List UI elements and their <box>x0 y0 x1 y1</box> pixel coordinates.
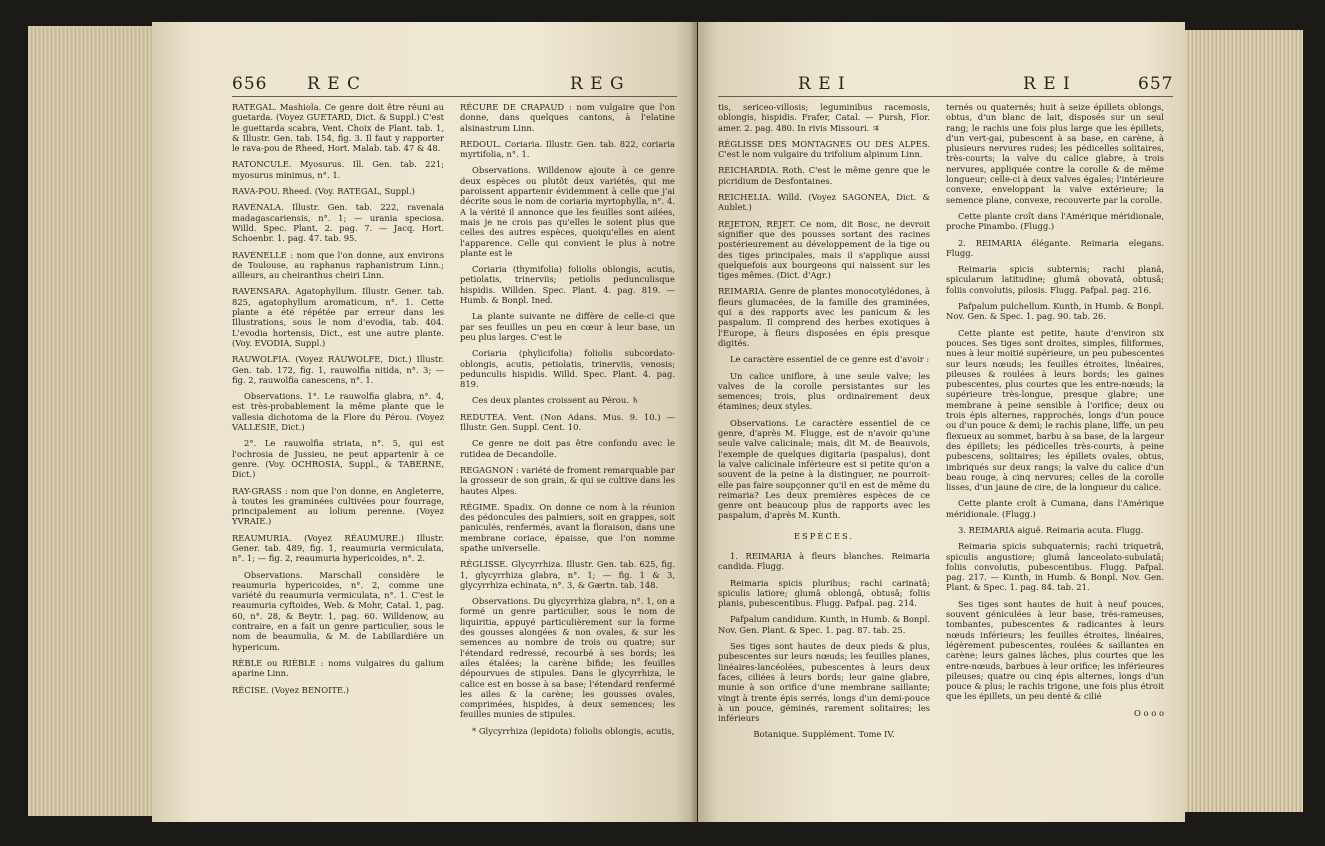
entry: 2°. Le rauwolfia striata, n°. 5, qui est l'ochrosia de Jussieu, ne peut appartenir à ce genre. (Voy. OCHROSIA, Suppl., & TABERNE, Dict.) <box>232 438 444 480</box>
entry: Cette plante croît à Cumana, dans l'Amérique méridionale. (Flugg.) <box>946 498 1164 519</box>
entry: REICHARDIA. Roth. C'est le même genre que le picridium de Desfontaines. <box>718 165 930 186</box>
section-heading: ESPÈCES. <box>793 530 855 541</box>
right-page-number: 657 <box>1138 74 1174 94</box>
entry: Coriaria (phylicifolia) foliolis subcordato-oblongis, acutis, petiolatis, trinerviis, venosis; pedunculis hispidis. Willd. Spec. Plant. 4. pag. 819. <box>460 348 675 390</box>
left-page <box>152 22 697 822</box>
left-running-head-right: R E G <box>570 74 625 94</box>
signature-mark: O o o o <box>1134 707 1164 718</box>
left-page-column-2 <box>460 102 675 742</box>
entry: RAVA-POU. Rheed. (Voy. RATEGAL, Suppl.) <box>232 186 415 197</box>
entry: Le caractère essentiel de ce genre est d'avoir : <box>730 354 930 365</box>
entry: Pafpalum pulchellum. Kunth, in Humb. & Bonpl. Nov. Gen. & Spec. 1. pag. 90. tab. 26. <box>946 301 1164 322</box>
entry: Observations. Willdenow ajoute à ce genre deux espèces ou plutôt deux variétés, qui me paroissent appartenir évidemment à celle que j'ai décrite sous le nom de coriaria myrtophylla, n°. 4. A la vérité il annonce que les feuilles sont ailées, mais je ne crois pas qu'elles le soient plus que celles des autres espèces, quoiqu'elles en aient l'apparence. Celle qui convient le plus à notre plante est le <box>460 165 675 258</box>
right-page-edges <box>1185 30 1303 812</box>
entry: RATEGAL. Mashiola. Ce genre doit être réuni au guetarda. (Voyez GUETARD, Dict. & Suppl.) C'est le guettarda scabra, Vent. Choix de Plant. tab. 1, & Illustr. Gen. tab. 154, fig. 3. Il faut y rapporter le rava-pou de Rheed, Hort. Malab. tab. 47 & 48. <box>232 102 444 154</box>
entry: RÉCURE DE CRAPAUD : nom vulgaire que l'on donne, dans quelques cantons, à l'elatine alsinastrum Linn. <box>460 102 675 133</box>
entry: La plante suivante ne diffère de celle-ci que par ses feuilles un peu en cœur à leur base, un peu plus larges. C'est le <box>460 311 675 342</box>
entry: 3. REIMARIA aiguë. Reimaria acuta. Flugg. <box>958 524 1144 535</box>
entry: Observations. Du glycyrrhiza glabra, n°. 1, on a formé un genre particulier, sous le nom de liquiritia, appuyé particulièrement sur la forme des gousses alongées & non ovales, & sur les semences au nombre de trois ou quatre; sur l'étendard redressé, recourbé à ses bords; les ailes étalées; la carène bifide; les feuilles dépourvues de stipules. Dans le glycyrrhiza, le calice est en bosse à sa base; l'étendard renfermé les ailes & la carène; les gousses ovales, comprimées, hispides, à deux semences; les feuilles munies de stipules. <box>460 596 675 720</box>
entry: 2. REIMARIA élégante. Reimaria elegans. Flugg. <box>946 237 1164 258</box>
entry: 1. REIMARIA à fleurs blanches. Reimaria candida. Flugg. <box>718 550 930 572</box>
entry: RATONCULE. Myosurus. Ill. Gen. tab. 221; myosurus minimus, n°. 1. <box>232 159 444 180</box>
entry: RAUWOLFIA. (Voyez RAUWOLFE, Dict.) Illustr. Gen. tab. 172, fig. 1, rauwolfia nitida, n°. 3; — fig. 2, rauwolfia canescens, n°. 1. <box>232 354 444 385</box>
entry: Reimaria spicis subternis; rachi planâ, spicularum latitudine; glumâ obovatâ, obtusâ; foliis convolutis, pilosis. Flugg. Pafpal. pag. 216. <box>946 264 1164 295</box>
entry: REICHELIA. Willd. (Voyez SAGONEA, Dict. & Aublet.) <box>718 192 930 213</box>
entry: RÉCISE. (Voyez BENOITE.) <box>232 684 350 695</box>
entry: Reimaria spicis subquaternis; rachi triquetrâ, spiculis angustiore; glumâ lanceolato-subulatâ; foliis convolutis, pubescentibus. Flugg. Pafpal. pag. 217. — Kunth, in Humb. & Bonpl. Nov. Gen. Plant. & Spec. 1. pag. 84. tab. 21. <box>946 541 1164 593</box>
entry: RÉGLISSE. Glycyrrhiza. Illustr. Gen. tab. 625, fig. 1, glycyrrhiza glabra, n°. 1; — fig. 1 & 3, glycyrrhiza echinata, n°. 3, & Gærtn. tab. 148. <box>460 559 675 590</box>
right-page-column-2 <box>946 102 1164 724</box>
entry: Cette plante croît dans l'Amérique méridionale, proche Pinambo. (Flugg.) <box>946 210 1164 232</box>
entry: Un calice uniflore, à une seule valve; les valves de la corolle persistantes sur les semences; trois, plus ordinairement deux étamines; deux styles. <box>718 370 930 412</box>
entry: REJETON, REJET. Ce nom, dit Bosc, ne devroit signifier que des pousses sortant des racines postérieurement au développement de la tige ou des tiges principales, mais il s'applique aussi quelquefois aux bourgeons qui naissent sur les tiges mêmes. (Dict. d'Agr.) <box>718 218 930 281</box>
entry: Cette plante est petite, haute d'environ six pouces. Ses tiges sont droites, simples, filiformes, nues à leur moitié supérieure, un peu pubescentes sur leurs nœuds; les feuilles étroites, linéaires, pileuses & roulées à leurs bords; les gaines pubescentes, plus courtes que les entre-nœuds; la supérieure très-longue, presque glabre; une membrane à peine sensible à l'orifice; deux ou trois épis alternes, rapprochés, longs d'un pouce ou d'un pouce & demi; le rachis plane, liffe, un peu flexueux au sommet, barbu à sa base, de la largeur des épillets; les pédicelles très-courts, à peine pubescens, solitaires; les épillets ovales, obtus, imbriqués sur deux rangs; la valve du calice d'un beau rouge, à cinq nervures; celles de la corolle lisses, d'un jaune de cire, de la longueur du calice. <box>946 327 1164 493</box>
entry: RAY-GRASS : nom que l'on donne, en Angleterre, à toutes les graminées cultivées pour fourrage, principalement au lolium perenne. (Voyez YVRAIE.) <box>232 485 444 527</box>
entry: RÈBLE ou RIÈBLE : noms vulgaires du galium aparine Linn. <box>232 657 444 679</box>
entry: Reimaria spicis pluribus; rachi carinatâ; spiculis latiore; glumâ oblongâ, obtusâ; foliis planis, pubescentibus. Flugg. Pafpal. pag. 214. <box>718 577 930 609</box>
entry: REGAGNON : variété de froment remarquable par la grosseur de son grain, & qui se cultive dans les hautes Alpes. <box>460 464 675 496</box>
right-running-head-right: R E I <box>1023 74 1071 94</box>
entry: * Glycyrrhiza (lepidota) foliolis oblongis, acutis, <box>472 725 675 736</box>
entry: Ce genre ne doit pas être confondu avec le rutidea de Decandolle. <box>460 438 675 459</box>
right-running-head-left: R E I <box>798 74 846 94</box>
entry: Observations. 1°. Le rauwolfia glabra, n°. 4, est très-probablement la même plante que le vallesia dichotoma de la Flore du Pérou. (Voyez VALLESIE, Dict.) <box>232 391 444 433</box>
entry: REIMARIA. Genre de plantes monocotylédones, à fleurs glumacées, de la famille des graminées, qui a des rapports avec les panicum & les paspalum. Il comprend des herbes exotiques à l'Europe, à fleurs disposées en épis presque digités. <box>718 286 930 348</box>
header-rule <box>232 96 677 97</box>
right-page <box>698 22 1185 822</box>
left-running-head-left: R E C <box>307 74 362 94</box>
entry: RÉGLISSE DES MONTAGNES OU DES ALPES. C'est le nom vulgaire du trifolium alpinum Linn. <box>718 138 930 160</box>
entry: Pafpalum candidum. Kunth, in Humb. & Bonpl. Nov. Gen. Plant. & Spec. 1. pag. 87. tab. 25. <box>718 614 930 635</box>
header-rule <box>718 96 1173 97</box>
entry: REDUTEA. Vent. (Non Adans. Mus. 9. 10.) — Illustr. Gen. Suppl. Cent. 10. <box>460 411 675 433</box>
entry: tis, sericeo-villosis; leguminibus racemosis, oblongis, hispidis. Frafer, Catal. — Pursh, Flor. amer. 2. pag. 480. In rivis Missouri. ♃ <box>718 102 930 133</box>
left-page-edges <box>28 26 152 816</box>
entry: Ces deux plantes croissent au Pérou. ♄ <box>472 395 640 406</box>
left-page-column-1 <box>232 102 444 701</box>
left-page-number: 656 <box>232 74 268 94</box>
entry: REAUMURIA. (Voyez RÉAUMURE.) Illustr. Gener. tab. 489, fig. 1, reaumuria vermiculata, n°. 1; — fig. 2, reaumuria hypericoides, n°. 2. <box>232 532 444 564</box>
right-page-column-1 <box>718 102 930 746</box>
footer-signature: Botanique. Supplément. Tome IV. <box>753 729 895 740</box>
entry: Ses tiges sont hautes de deux pieds & plus, pubescentes sur leurs nœuds; les feuilles planes, linéaires-lancéolées, pubescentes à leurs deux faces, ciliées à leurs bords; leur gaine glabre, munie à son orifice d'une membrane saillante; vingt à trente épis serrés, longs d'un demi-pouce à un pouce, géminés, rarement solitaires; les inférieurs <box>718 641 930 724</box>
entry: REDOUL. Coriaria. Illustr. Gen. tab. 822, coriaria myrtifolia, n°. 1. <box>460 138 675 160</box>
entry: ternés ou quaternés; huit à seize épillets oblongs, obtus, d'un blanc de lait, disposés sur un seul rang; le rachis une fois plus large que les épillets, d'un vert-gai, pubescent à sa base, en carène, à plusieurs nervures rudes; les pédicelles solitaires, très-courts; la valve du calice glabre, à trois nervures, appliquée contre la corolle & de même longueur; celle-ci à deux valves égales; l'intérieure convexe, enveloppant la valve extérieure; la semence plane, convexe, recouverte par la corolle. <box>946 102 1164 205</box>
entry: Observations. Marschall considère le reaumuria hypericoides, n°. 2, comme une variété du reaumuria vermiculata, n°. 1. C'est le reaumuria cyftoides, Web. & Mohr, Catal. 1, pag. 60, n°. 28, & Beytr. 1, pag. 60. Willdenow, au contraire, en a fait un genre particulier, sous le nom de beaumulia, & M. de Labillardière un hypericum. <box>232 569 444 652</box>
entry: RAVENSARA. Agatophyllum. Illustr. Gener. tab. 825, agatophyllum aromaticum, n°. 1. Cette plante a été répétée par erreur dans les Illustrations, sous le nom d'evodia, tab. 404. L'evodia hortensis, Dict., est une autre plante. (Voy. EVODIA, Suppl.) <box>232 286 444 348</box>
entry: RÉGIME. Spadix. On donne ce nom à la réunion des pédoncules des palmiers, soit en grappes, soit paniculés, renfermés, avant la floraison, dans une membrane coriace, épaisse, que l'on nomme spathe universelle. <box>460 501 675 553</box>
entry: RAVENELLE : nom que l'on donne, aux environs de Toulouse, au raphanus raphanistrum Linn.; ailleurs, au cheiranthus cheiri Linn. <box>232 249 444 281</box>
entry: Ses tiges sont hautes de huit à neuf pouces, souvent géniculées à leur base, très-rameuses, tombantes, pubescentes & radicantes à leurs nœuds inférieurs; les feuilles étroites, linéaires, légèrement pubescentes, roulées & saillantes en carène; leurs gaines lâches, plus courtes que les entre-nœuds, barbues à leur orifice; les inférieures pileuses; quatre ou cinq épis alternes, longs d'un pouce & plus; le rachis trigone, une fois plus étroit que les épillets, un peu denté & cilié <box>946 598 1164 702</box>
entry: Observations. Le caractère essentiel de ce genre, d'après M. Flugge, est de n'avoir qu'une seule valve calicinale; mais, dit M. de Beauvois, l'exemple de quelques digitaria (paspalus), dont la valve calicinale inférieure est si petite qu'on a souvent de la peine à la distinguer, ne pourroit-elle pas faire soupçonner qu'il en est de même du reimaria? Les deux premières espèces de ce genre ont beaucoup plus de rapports avec les paspalum, d'après M. Kunth. <box>718 417 930 521</box>
entry: Coriaria (thymifolia) foliolis oblongis, acutis, petiolatis, trinerviis; petiolis pedunculisque hispidis. Willden. Spec. Plant. 4. pag. 819. — Humb. & Bonpl. Ined. <box>460 264 675 306</box>
entry: RAVENALA. Illustr. Gen. tab. 222, ravenala madagascariensis, n°. 1; — urania speciosa. Willd. Spec. Plant. 2. pag. 7. — Jacq. Hort. Schoenbr. 1. pag. 47. tab. 95. <box>232 202 444 244</box>
